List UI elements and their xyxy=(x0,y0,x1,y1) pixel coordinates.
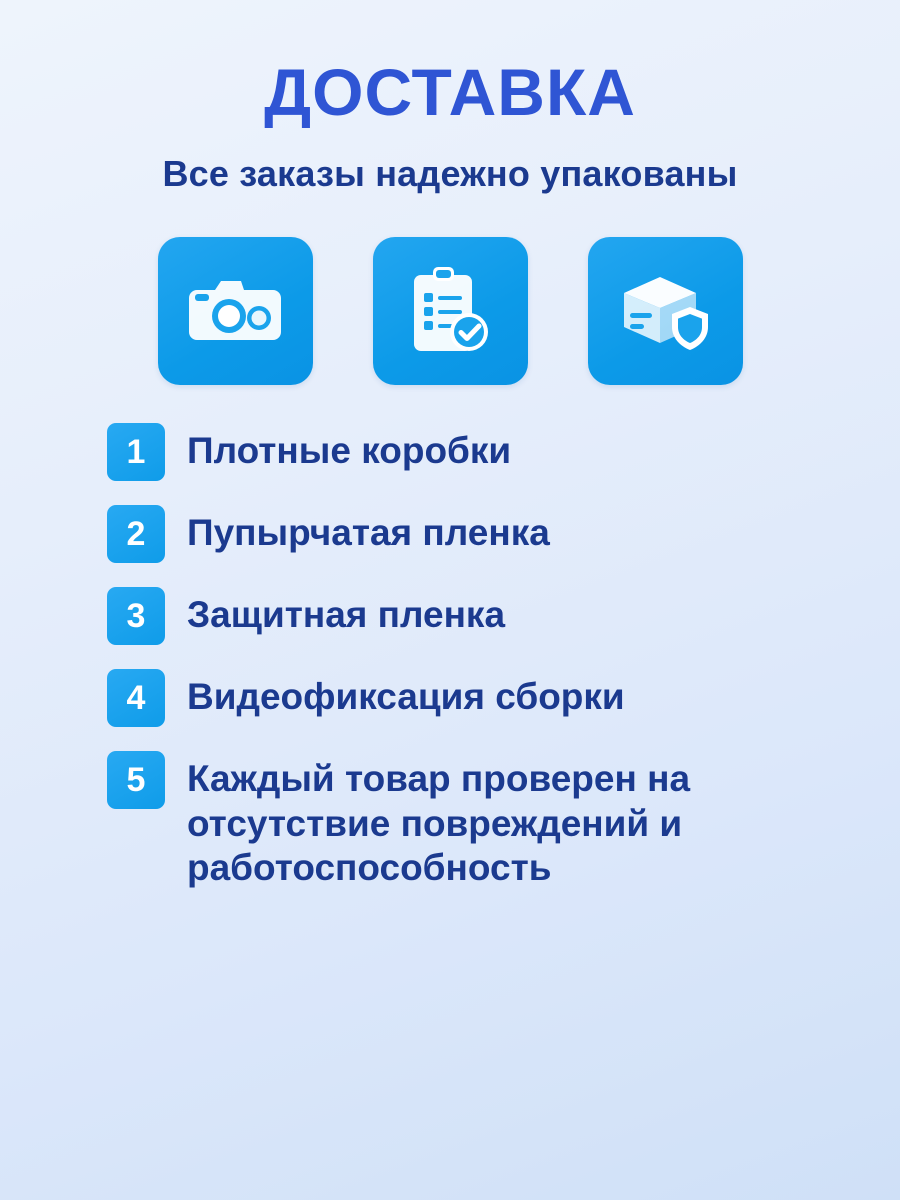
package-shield-icon xyxy=(618,269,712,353)
package-icon-tile xyxy=(588,237,743,385)
list-item-label: Пупырчатая пленка xyxy=(187,512,550,554)
list-item xyxy=(107,423,845,481)
clipboard-check-icon xyxy=(408,265,492,357)
list-item-label: Каждый товар проверен на отсутствие повреждений и работоспособность xyxy=(187,758,691,889)
list-item-number: 3 xyxy=(107,587,165,645)
list-item-label: Видеофиксация сборки xyxy=(187,676,625,718)
list-item xyxy=(107,505,845,563)
list-item xyxy=(107,587,845,645)
list-item-number: 4 xyxy=(107,669,165,727)
list-item-label: Защитная пленка xyxy=(187,594,506,636)
list-item-number: 5 xyxy=(107,751,165,809)
list-item-label: Плотные коробки xyxy=(187,430,512,472)
page-title: ДОСТАВКА xyxy=(264,55,636,129)
list-item xyxy=(107,669,845,727)
clipboard-icon-tile xyxy=(373,237,528,385)
benefits-list xyxy=(55,423,845,890)
list-item-number: 2 xyxy=(107,505,165,563)
page-subtitle: Все заказы надежно упакованы xyxy=(162,153,738,195)
icon-row xyxy=(158,237,743,385)
list-item xyxy=(107,751,845,890)
camera-icon xyxy=(189,274,281,348)
list-item-number: 1 xyxy=(107,423,165,481)
camera-icon-tile xyxy=(158,237,313,385)
